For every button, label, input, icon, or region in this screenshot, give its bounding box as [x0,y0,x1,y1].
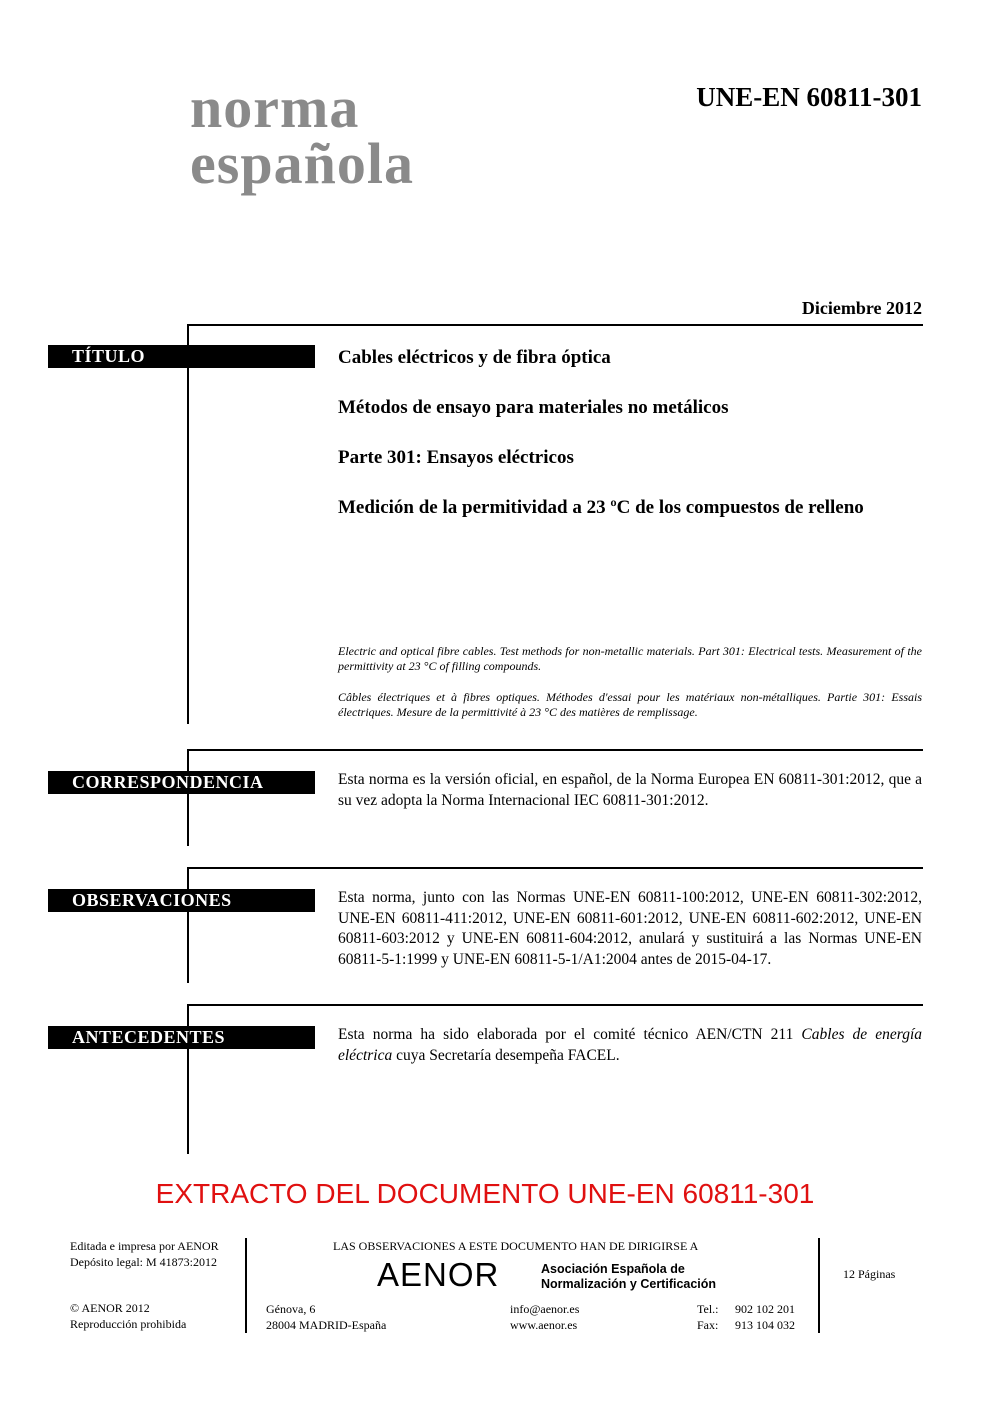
section-label-observaciones: OBSERVACIONES [48,889,315,912]
footer-tel-label: Tel.: [697,1302,719,1316]
brand-line-1: norma [190,75,360,140]
title-line: Parte 301: Ensayos eléctricos [338,447,574,468]
title-french: Câbles électriques et à fibres optiques. Méthodes d'essai pour les matériaux non-métalliques. Partie 301: Essais électriques. Mesure de la permittivité à 23 °C des matières de remplissage. [338,690,922,719]
section-divider [187,749,923,751]
section-label-titulo: TÍTULO [48,345,315,368]
title-line: Medición de la permitividad a 23 ºC de los compuestos de relleno [338,497,864,518]
extract-notice: EXTRACTO DEL DOCUMENTO UNE-EN 60811-301 [155,1178,815,1209]
footer-divider [245,1238,247,1333]
footer-publisher [70,1238,219,1270]
publication-date: Diciembre 2012 [801,298,922,318]
footer-address-city: 28004 MADRID-España [266,1318,387,1332]
footer-address [266,1301,386,1333]
footer-deposit: Depósito legal: M 41873:2012 [70,1255,217,1269]
footer-reproduction: Reproducción prohibida [70,1317,187,1331]
section-label-antecedentes: ANTECEDENTES [48,1026,315,1049]
brand-line-2: española [190,131,414,196]
footer-web-link[interactable]: www.aenor.es [510,1318,578,1332]
footer-phone-labels [697,1301,719,1333]
aenor-tagline [541,1262,716,1292]
footer-phone-numbers [735,1301,795,1333]
antecedentes-text-pre: Esta norma ha sido elaborada por el comité técnico AEN/CTN 211 [338,1026,802,1043]
title-english: Electric and optical fibre cables. Test methods for non-metallic materials. Part 301: Electrical tests. Measurement of the permittivity at 23 °C of filling compounds. [338,644,922,673]
document-code: UNE-EN 60811-301 [696,82,922,112]
title-line: Cables eléctricos y de fibra óptica [338,347,611,368]
footer-email-link[interactable]: info@aenor.es [510,1302,580,1316]
footer-fax: 913 104 032 [735,1318,795,1332]
antecedentes-committee-name: Cables de energía eléctrica [338,1026,923,1064]
section-divider [187,1004,923,1006]
footer-edited: Editada e impresa por AENOR [70,1239,219,1253]
footer-copyright: © AENOR 2012 [70,1301,150,1315]
aenor-logo: AENOR [377,1256,500,1293]
footer-address-street: Génova, 6 [266,1302,316,1316]
section-label-correspondencia: CORRESPONDENCIA [48,771,315,794]
title-line: Métodos de ensayo para materiales no metálicos [338,397,729,418]
footer-page-count: 12 Páginas [843,1267,896,1281]
section-vertical-rule [187,324,189,724]
observaciones-text: Esta norma, junto con las Normas UNE-EN 60811-100:2012, UNE-EN 60811-302:2012, UNE-EN 60811-411:2012, UNE-EN 60811-601:2012, UNE-EN 60811-602:2012, UNE-EN 60811-603:2012 y UNE-EN 60811-604:2012, anulará y sustituirá a las Normas UNE-EN 60811-5-1:1999 y UNE-EN 60811-5-1/A1:2004 antes de 2015-04-17. [338,889,922,968]
antecedentes-text-post: cuya Secretaría desempeña FACEL. [392,1046,620,1064]
brand-title [190,75,414,196]
footer-divider [818,1238,820,1333]
section-divider [187,867,923,869]
section-divider [187,324,923,326]
footer-rights [70,1300,186,1332]
footer-contact [510,1301,579,1333]
section-vertical-rule [187,867,189,983]
aenor-tagline-line-1: Asociación Española de [541,1262,685,1276]
footer-fax-label: Fax: [697,1318,719,1332]
aenor-tagline-line-2: Normalización y Certificación [541,1277,717,1291]
correspondencia-text: Esta norma es la versión oficial, en español, de la Norma Europea EN 60811-301:2012, que a su vez adopta la Norma Internacional IEC 60811-301:2012. [338,771,922,809]
section-vertical-rule [187,749,189,846]
antecedentes-text [338,1025,922,1066]
footer-observations-header: LAS OBSERVACIONES A ESTE DOCUMENTO HAN DE DIRIGIRSE A [333,1239,699,1253]
footer-tel: 902 102 201 [735,1302,795,1316]
